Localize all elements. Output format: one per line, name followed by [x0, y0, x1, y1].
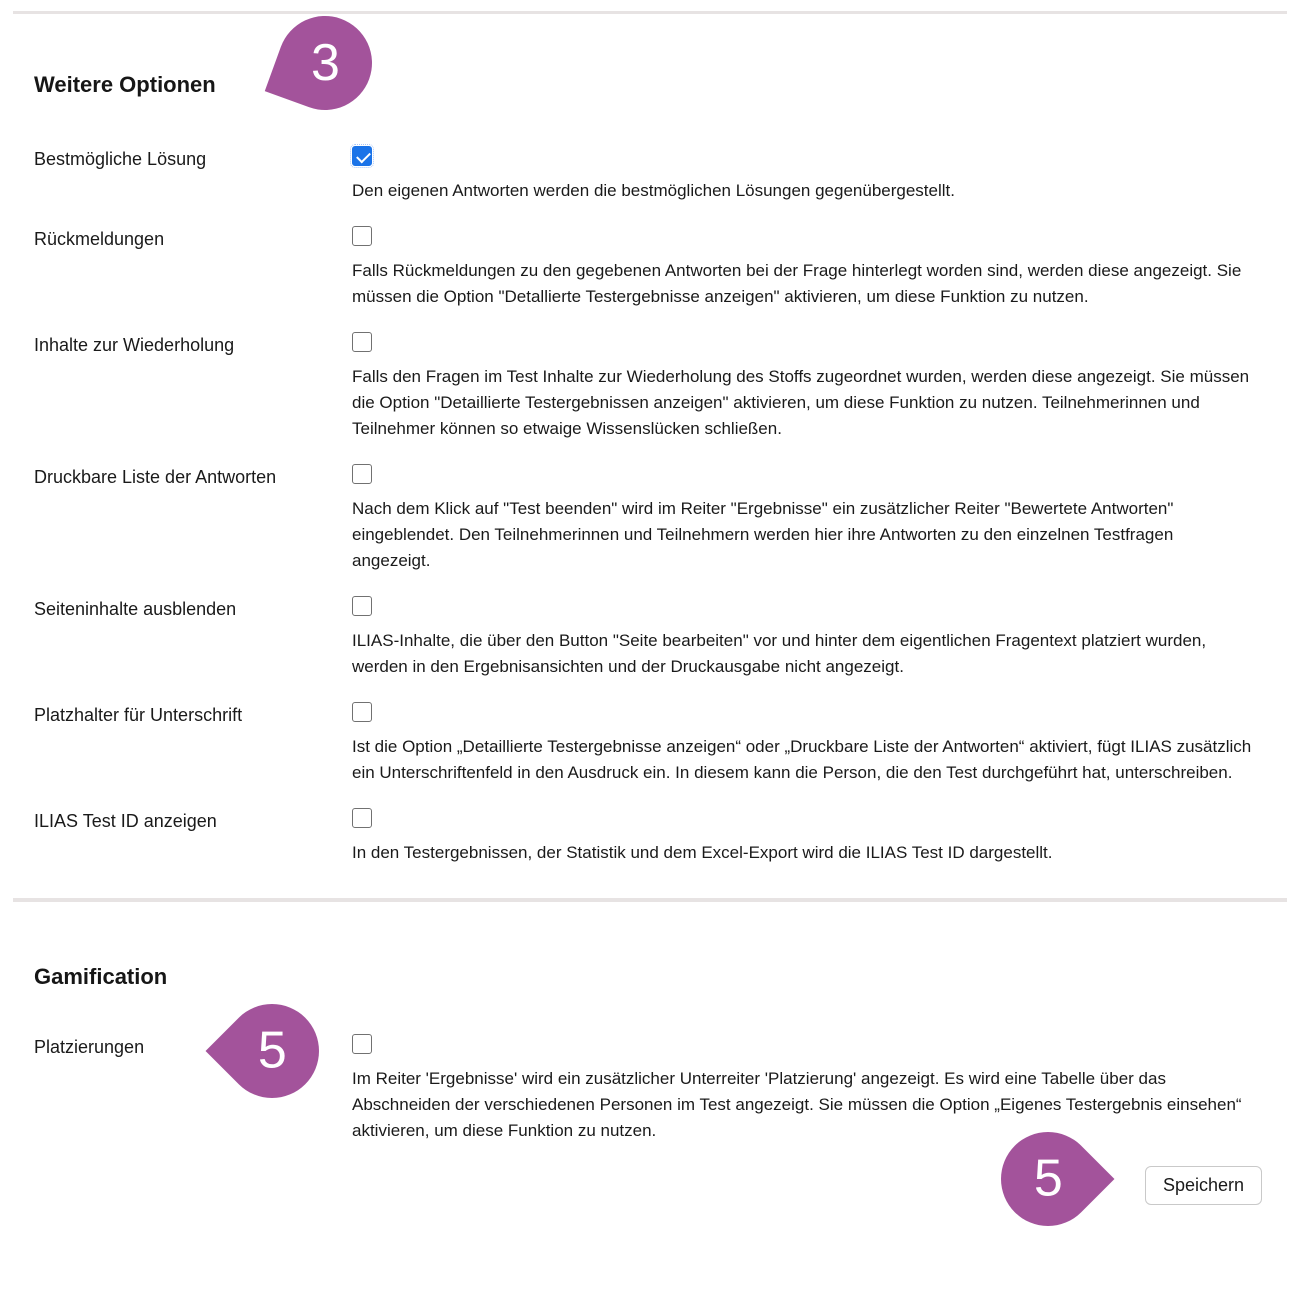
field-description: ILIAS-Inhalte, die über den Button "Seite bearbeiten" vor und hinter dem eigentlichen Fragentext platziert wurden, werden in den Ergebnisansichten und der Druckausgabe nicht angezeigt.	[352, 631, 1207, 676]
section-weitere-optionen	[0, 14, 1300, 866]
annotation-number: 5	[257, 1022, 287, 1081]
checkbox-bestmoegliche-loesung[interactable]	[352, 146, 372, 166]
field-description: Nach dem Klick auf "Test beenden" wird im Reiter "Ergebnisse" ein zusätzlicher Reiter "Bewertete Antworten" eingeblendet. Den Teilnehmerinnen und Teilnehmern werden hier ihre Antworten zu den einzelnen Testfragen angezeigt.	[352, 499, 1174, 570]
field-row-druckbare-liste	[34, 464, 1262, 574]
field-label: Bestmögliche Lösung	[34, 149, 207, 169]
field-description: Den eigenen Antworten werden die bestmöglichen Lösungen gegenübergestellt.	[352, 181, 955, 200]
checkbox-rueckmeldungen[interactable]	[352, 226, 372, 246]
field-row-bestmoegliche-loesung	[34, 146, 1262, 204]
field-label: Seiteninhalte ausblenden	[34, 599, 237, 619]
field-row-ilias-test-id	[34, 808, 1262, 866]
field-description: Ist die Option „Detaillierte Testergebnisse anzeigen“ oder „Druckbare Liste der Antworten“ aktiviert, fügt ILIAS zusätzlich ein Unterschriftenfeld in den Ausdruck ein. In diesem kann die Person, die den Test durchgeführt hat, unterschreiben.	[352, 737, 1252, 782]
section-title: Gamification	[34, 964, 168, 989]
field-label: Inhalte zur Wiederholung	[34, 335, 235, 355]
annotation-number: 3	[310, 33, 340, 92]
field-label: Platzhalter für Unterschrift	[34, 705, 243, 725]
checkbox-inhalte-zur-wiederholung[interactable]	[352, 332, 372, 352]
fields-group	[34, 146, 1262, 866]
section-gamification	[0, 902, 1300, 1209]
field-description: Falls den Fragen im Test Inhalte zur Wiederholung des Stoffs zugeordnet wurden, werden diese angezeigt. Sie müssen die Option "Detaillierte Testergebnissen anzeigen" aktivieren, um diese Funktion zu nutzen. Teilnehmerinnen und Teilnehmer können so etwaige Wissenslücken schließen.	[352, 367, 1250, 438]
section-title: Weitere Optionen	[34, 72, 216, 97]
field-row-inhalte-zur-wiederholung	[34, 332, 1262, 442]
field-row-platzhalter-unterschrift	[34, 702, 1262, 786]
field-description: In den Testergebnissen, der Statistik und dem Excel-Export wird die ILIAS Test ID dargestellt.	[352, 843, 1053, 862]
field-description: Im Reiter 'Ergebnisse' wird ein zusätzlicher Unterreiter 'Platzierung' angezeigt. Es wird eine Tabelle über das Abschneiden der verschiedenen Personen im Test angezeigt. Sie müssen die Option „Eigenes Testergebnis einsehen“ aktivieren, um diese Funktion zu nutzen.	[352, 1069, 1242, 1140]
field-row-seiteninhalte-ausblenden	[34, 596, 1262, 680]
annotation-number: 5	[1033, 1150, 1063, 1209]
field-description: Falls Rückmeldungen zu den gegebenen Antworten bei der Frage hinterlegt worden sind, werden diese angezeigt. Sie müssen die Option "Detallierte Testergebnisse anzeigen" aktivieren, um diese Funktion zu nutzen.	[352, 261, 1242, 306]
checkbox-platzierungen[interactable]	[352, 1034, 372, 1054]
checkbox-seiteninhalte-ausblenden[interactable]	[352, 596, 372, 616]
checkbox-platzhalter-unterschrift[interactable]	[352, 702, 372, 722]
save-button[interactable]: Speichern	[1145, 1166, 1262, 1205]
checkbox-ilias-test-id[interactable]	[352, 808, 372, 828]
field-row-rueckmeldungen	[34, 226, 1262, 310]
field-label: ILIAS Test ID anzeigen	[34, 811, 217, 831]
field-label: Platzierungen	[34, 1037, 145, 1057]
field-label: Rückmeldungen	[34, 229, 165, 249]
field-label: Druckbare Liste der Antworten	[34, 467, 277, 487]
annotation-balloon-step-3	[265, 3, 385, 123]
checkbox-druckbare-liste[interactable]	[352, 464, 372, 484]
